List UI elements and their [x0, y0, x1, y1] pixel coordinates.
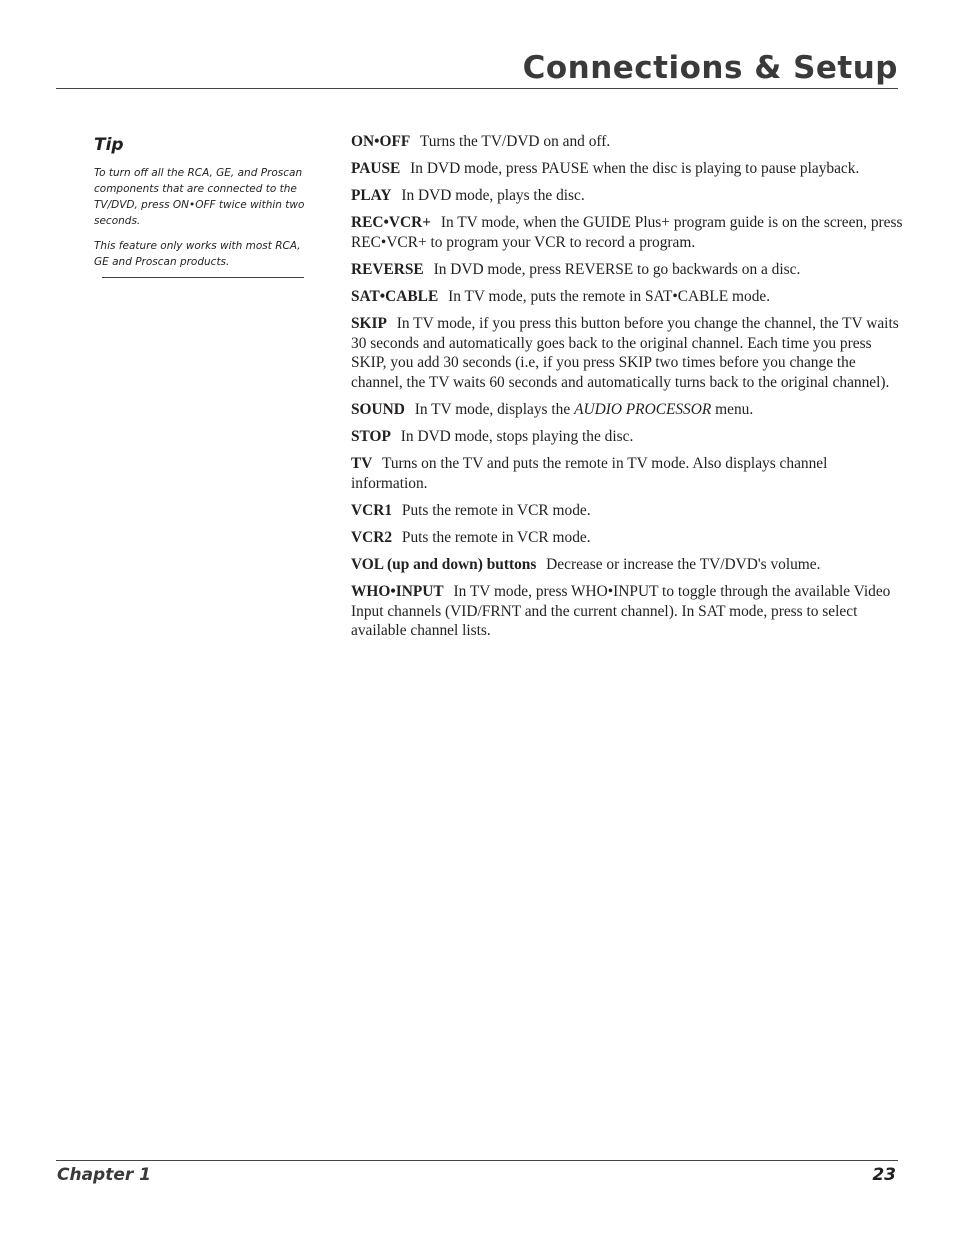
header-divider — [56, 88, 898, 89]
entry-term: SKIP — [351, 315, 387, 333]
entry-term: STOP — [351, 428, 391, 446]
tip-sidebar — [94, 134, 306, 279]
entry-term: PLAY — [351, 187, 392, 205]
tip-paragraph: To turn off all the RCA, GE, and Proscan components that are connected to the TV/DVD, press ON•OFF twice within two seconds. — [94, 167, 305, 227]
entry-term: TV — [351, 455, 373, 473]
entry-desc: menu. — [715, 401, 754, 419]
entry-pause — [351, 159, 903, 179]
entry-desc: Turns the TV/DVD on and off. — [419, 133, 611, 150]
entry-stop — [351, 427, 903, 447]
entry-desc: Turns on the TV and puts the remote in TV mode. Also displays channel information. — [351, 455, 828, 492]
entry-term: REVERSE — [351, 260, 424, 278]
entry-desc: In DVD mode, plays the disc. — [401, 187, 585, 205]
entry-reverse — [351, 260, 903, 280]
entry-desc-menu-name: AUDIO PROCESSOR — [574, 401, 712, 419]
entry-desc: Decrease or increase the TV/DVD's volume. — [546, 556, 821, 574]
entry-skip — [351, 314, 903, 392]
entry-term: SAT•CABLE — [351, 288, 439, 306]
entry-term: ON•OFF — [351, 133, 411, 150]
tip-paragraph: This feature only works with most RCA, GE and Proscan products. — [94, 240, 301, 268]
entry-tv — [351, 454, 903, 493]
entry-desc: In TV mode, displays the — [414, 401, 571, 419]
entry-desc: In DVD mode, stops playing the disc. — [400, 428, 634, 446]
entry-term: VCR1 — [351, 501, 393, 519]
entry-on-off — [351, 132, 903, 152]
entry-vol — [351, 555, 903, 575]
entry-desc: In TV mode, when the GUIDE Plus+ program guide is on the screen, press REC•VCR+ to program your VCR to record a program. — [351, 214, 903, 251]
entry-desc: Puts the remote in VCR mode. — [401, 529, 591, 546]
entry-desc: In DVD mode, press PAUSE when the disc is playing to pause playback. — [410, 160, 860, 178]
entry-term: REC•VCR+ — [351, 214, 431, 232]
entry-vcr1 — [351, 501, 903, 521]
entry-desc: In TV mode, press WHO•INPUT to toggle through the available Video Input channels (VID/FRNT and the current channel). In SAT mode, press to select available channel lists. — [351, 583, 891, 640]
entry-play — [351, 186, 903, 206]
button-descriptions — [351, 132, 903, 648]
entry-rec-vcr — [351, 213, 903, 252]
entry-desc: In TV mode, if you press this button before you change the channel, the TV waits 30 seconds and automatically goes back to the original channel. Each time you press SKIP, you add 30 seconds (i.e, if you press SKIP two times before you change the channel, the TV waits 60 seconds and automatically turns back to the original channel). — [351, 315, 899, 391]
entry-term: PAUSE — [351, 160, 401, 178]
entry-desc: In TV mode, puts the remote in SAT•CABLE mode. — [448, 288, 771, 306]
entry-term: WHO•INPUT — [351, 583, 444, 601]
entry-vcr2 — [351, 528, 903, 548]
tip-heading: Tip — [94, 135, 124, 155]
entry-term: VCR2 — [351, 529, 393, 546]
entry-desc: Puts the remote in VCR mode. — [401, 501, 591, 519]
page-title: Connections & Setup — [522, 50, 898, 86]
entry-term: SOUND — [351, 401, 405, 419]
entry-sound — [351, 400, 903, 420]
footer-chapter: Chapter 1 — [57, 1165, 152, 1185]
entry-term: VOL (up and down) buttons — [351, 556, 537, 574]
page-number: 23 — [872, 1165, 896, 1185]
tip-divider — [102, 277, 304, 278]
entry-sat-cable — [351, 287, 903, 307]
footer-divider — [56, 1160, 898, 1161]
entry-desc: In DVD mode, press REVERSE to go backwards on a disc. — [433, 260, 801, 278]
entry-who-input — [351, 582, 903, 641]
